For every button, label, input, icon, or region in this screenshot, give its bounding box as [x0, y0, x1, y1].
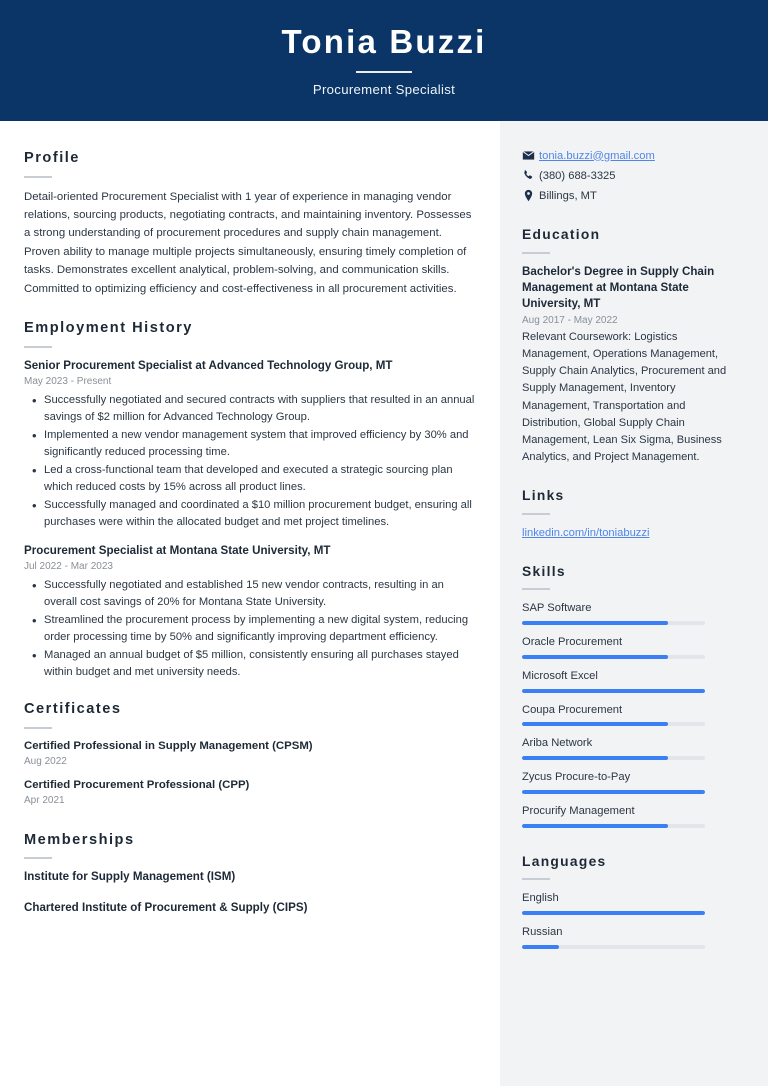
- education-description: Relevant Coursework: Logistics Management, Operations Management, Supply Chain Analytics, Procurement and Supply Management, Inventory Management, Transportation and Distribution, Global Supply Chain Management, Lean Six Sigma, Business Analytics, and Project Management.: [522, 330, 727, 464]
- job-bullet: • Successfully negotiated and established 15 new vendor contracts, resulting in an overall cost savings of 20% for Montana State University.: [24, 577, 476, 611]
- skill-label: Microsoft Excel: [522, 669, 598, 682]
- skill-bar-fill: [522, 621, 668, 625]
- skill-bar-fill: [522, 756, 668, 760]
- skill-bar-fill: [522, 790, 705, 794]
- languages-section: [522, 854, 746, 949]
- email-link[interactable]: tonia.buzzi@gmail.com: [539, 149, 655, 162]
- certificate-entry: [24, 739, 476, 767]
- education-section: [522, 227, 746, 466]
- skill-label: SAP Software: [522, 602, 592, 615]
- links-heading: Links: [522, 488, 565, 504]
- linkedin-link[interactable]: linkedin.com/in/toniabuzzi: [522, 526, 650, 539]
- job-date: May 2023 - Present: [24, 376, 112, 388]
- section-divider: [24, 857, 52, 859]
- skill-bar-track: [522, 756, 705, 760]
- contact-email-row[interactable]: [522, 149, 746, 162]
- skill-item: [522, 702, 746, 727]
- links-section: [522, 488, 746, 541]
- skill-label: Oracle Procurement: [522, 636, 623, 649]
- candidate-job-title: Procurement Specialist: [312, 81, 456, 97]
- membership-item: Institute for Supply Management (ISM): [24, 870, 236, 884]
- profile-heading: Profile: [24, 150, 80, 166]
- phone-icon: [522, 169, 539, 182]
- certificates-section: [24, 701, 476, 805]
- skill-item: [522, 668, 746, 693]
- section-divider: [522, 878, 550, 880]
- skill-bar-fill: [522, 824, 668, 828]
- job-bullet: • Successfully managed and coordinated a $10 million procurement budget, ensuring all purchases were within the allocated budget and met project timelines.: [24, 497, 476, 531]
- language-label: English: [522, 892, 559, 905]
- job-title: Senior Procurement Specialist at Advanced Technology Group, MT: [24, 358, 393, 372]
- job-bullet: • Led a cross-functional team that developed and executed a strategic sourcing plan which reduced costs by 15% across all product lines.: [24, 462, 476, 496]
- skills-section: [522, 564, 746, 828]
- section-divider: [24, 346, 52, 348]
- memberships-section: [24, 832, 476, 916]
- job-entry: [24, 543, 476, 681]
- header-divider: [356, 71, 412, 73]
- skill-bar-track: [522, 621, 705, 625]
- memberships-heading: Memberships: [24, 831, 135, 848]
- section-divider: [522, 252, 550, 254]
- language-label: Russian: [522, 926, 563, 939]
- skills-heading: Skills: [522, 563, 566, 579]
- skill-bar-fill: [522, 722, 668, 726]
- certificate-title: Certified Professional in Supply Management (CPSM): [24, 739, 313, 752]
- job-bullets: [24, 577, 476, 681]
- job-bullet: • Implemented a new vendor management system that improved efficiency by 30% and significantly reduced processing time.: [24, 427, 476, 461]
- contact-location-row: [522, 189, 746, 202]
- map-pin-icon: [522, 189, 539, 202]
- language-bar-fill: [522, 945, 559, 949]
- job-bullet: • Streamlined the procurement process by implementing a new digital system, reducing order processing time by 50% and significantly improving department efficiency.: [24, 612, 476, 646]
- languages-heading: Languages: [522, 853, 607, 869]
- skill-label: Zycus Procure-to-Pay: [522, 771, 631, 784]
- education-date: Aug 2017 - May 2022: [522, 314, 618, 326]
- language-bar-fill: [522, 911, 705, 915]
- certificate-entry: [24, 778, 476, 806]
- employment-section: [24, 320, 476, 681]
- location-value: Billings, MT: [539, 189, 597, 202]
- certificate-date: Apr 2021: [24, 794, 65, 806]
- skill-bar-track: [522, 689, 705, 693]
- language-bar-track: [522, 945, 705, 949]
- section-divider: [24, 176, 52, 178]
- skill-item: [522, 634, 746, 659]
- profile-text: Detail-oriented Procurement Specialist with 1 year of experience in managing vendor relations, sourcing products, negotiating contracts, and maintaining inventory. Possesses a strong understanding of procurement procedures and supply chain management. Proven ability to manage multiple projects simultaneously, ensuring timely completion of tasks. Demonstrates excellent analytical, problem-solving, and communication skills. Committed to optimizing efficiency and cost-effectiveness in all procurement activities.: [24, 190, 472, 295]
- language-item: [522, 890, 746, 915]
- education-heading: Education: [522, 227, 601, 242]
- job-title: Procurement Specialist at Montana State University, MT: [24, 544, 331, 558]
- skill-bar-fill: [522, 655, 668, 659]
- membership-item: Chartered Institute of Procurement & Supply (CIPS): [24, 900, 308, 914]
- contact-phone-row: [522, 169, 746, 182]
- section-divider: [522, 588, 550, 590]
- phone-value: (380) 688-3325: [539, 169, 616, 182]
- skill-label: Coupa Procurement: [522, 703, 623, 716]
- skill-bar-fill: [522, 689, 705, 693]
- candidate-name: Tonia Buzzi: [281, 23, 487, 61]
- contact-section: [522, 149, 746, 202]
- envelope-icon: [522, 149, 539, 162]
- skill-item: [522, 735, 746, 760]
- skill-bar-track: [522, 722, 705, 726]
- certificates-heading: Certificates: [24, 701, 122, 718]
- certificate-date: Aug 2022: [24, 755, 67, 767]
- skill-bar-track: [522, 655, 705, 659]
- job-bullets: [24, 392, 476, 531]
- language-bar-track: [522, 911, 705, 915]
- resume-header: [0, 0, 768, 121]
- skill-bar-track: [522, 790, 705, 794]
- profile-section: [24, 150, 476, 298]
- main-column: [0, 121, 500, 1086]
- job-entry: [24, 358, 476, 531]
- resume-body: [0, 121, 768, 1086]
- job-bullet: • Successfully negotiated and secured contracts with suppliers that resulted in an annual savings of $2 million for Advanced Technology Group.: [24, 392, 476, 426]
- sidebar-column: [500, 121, 768, 1086]
- certificate-title: Certified Procurement Professional (CPP): [24, 778, 250, 791]
- education-degree: Bachelor's Degree in Supply Chain Management at Montana State University, MT: [522, 264, 715, 311]
- language-item: [522, 924, 746, 949]
- skill-label: Procurify Management: [522, 805, 635, 818]
- skill-item: [522, 803, 746, 828]
- skill-item: [522, 600, 746, 625]
- skill-bar-track: [522, 824, 705, 828]
- employment-heading: Employment History: [24, 320, 193, 337]
- skill-item: [522, 769, 746, 794]
- job-bullet: • Managed an annual budget of $5 million, consistently ensuring all purchases stayed within budget and met university needs.: [24, 647, 476, 681]
- section-divider: [522, 513, 550, 515]
- section-divider: [24, 727, 52, 729]
- job-date: Jul 2022 - Mar 2023: [24, 561, 113, 573]
- skill-label: Ariba Network: [522, 737, 593, 750]
